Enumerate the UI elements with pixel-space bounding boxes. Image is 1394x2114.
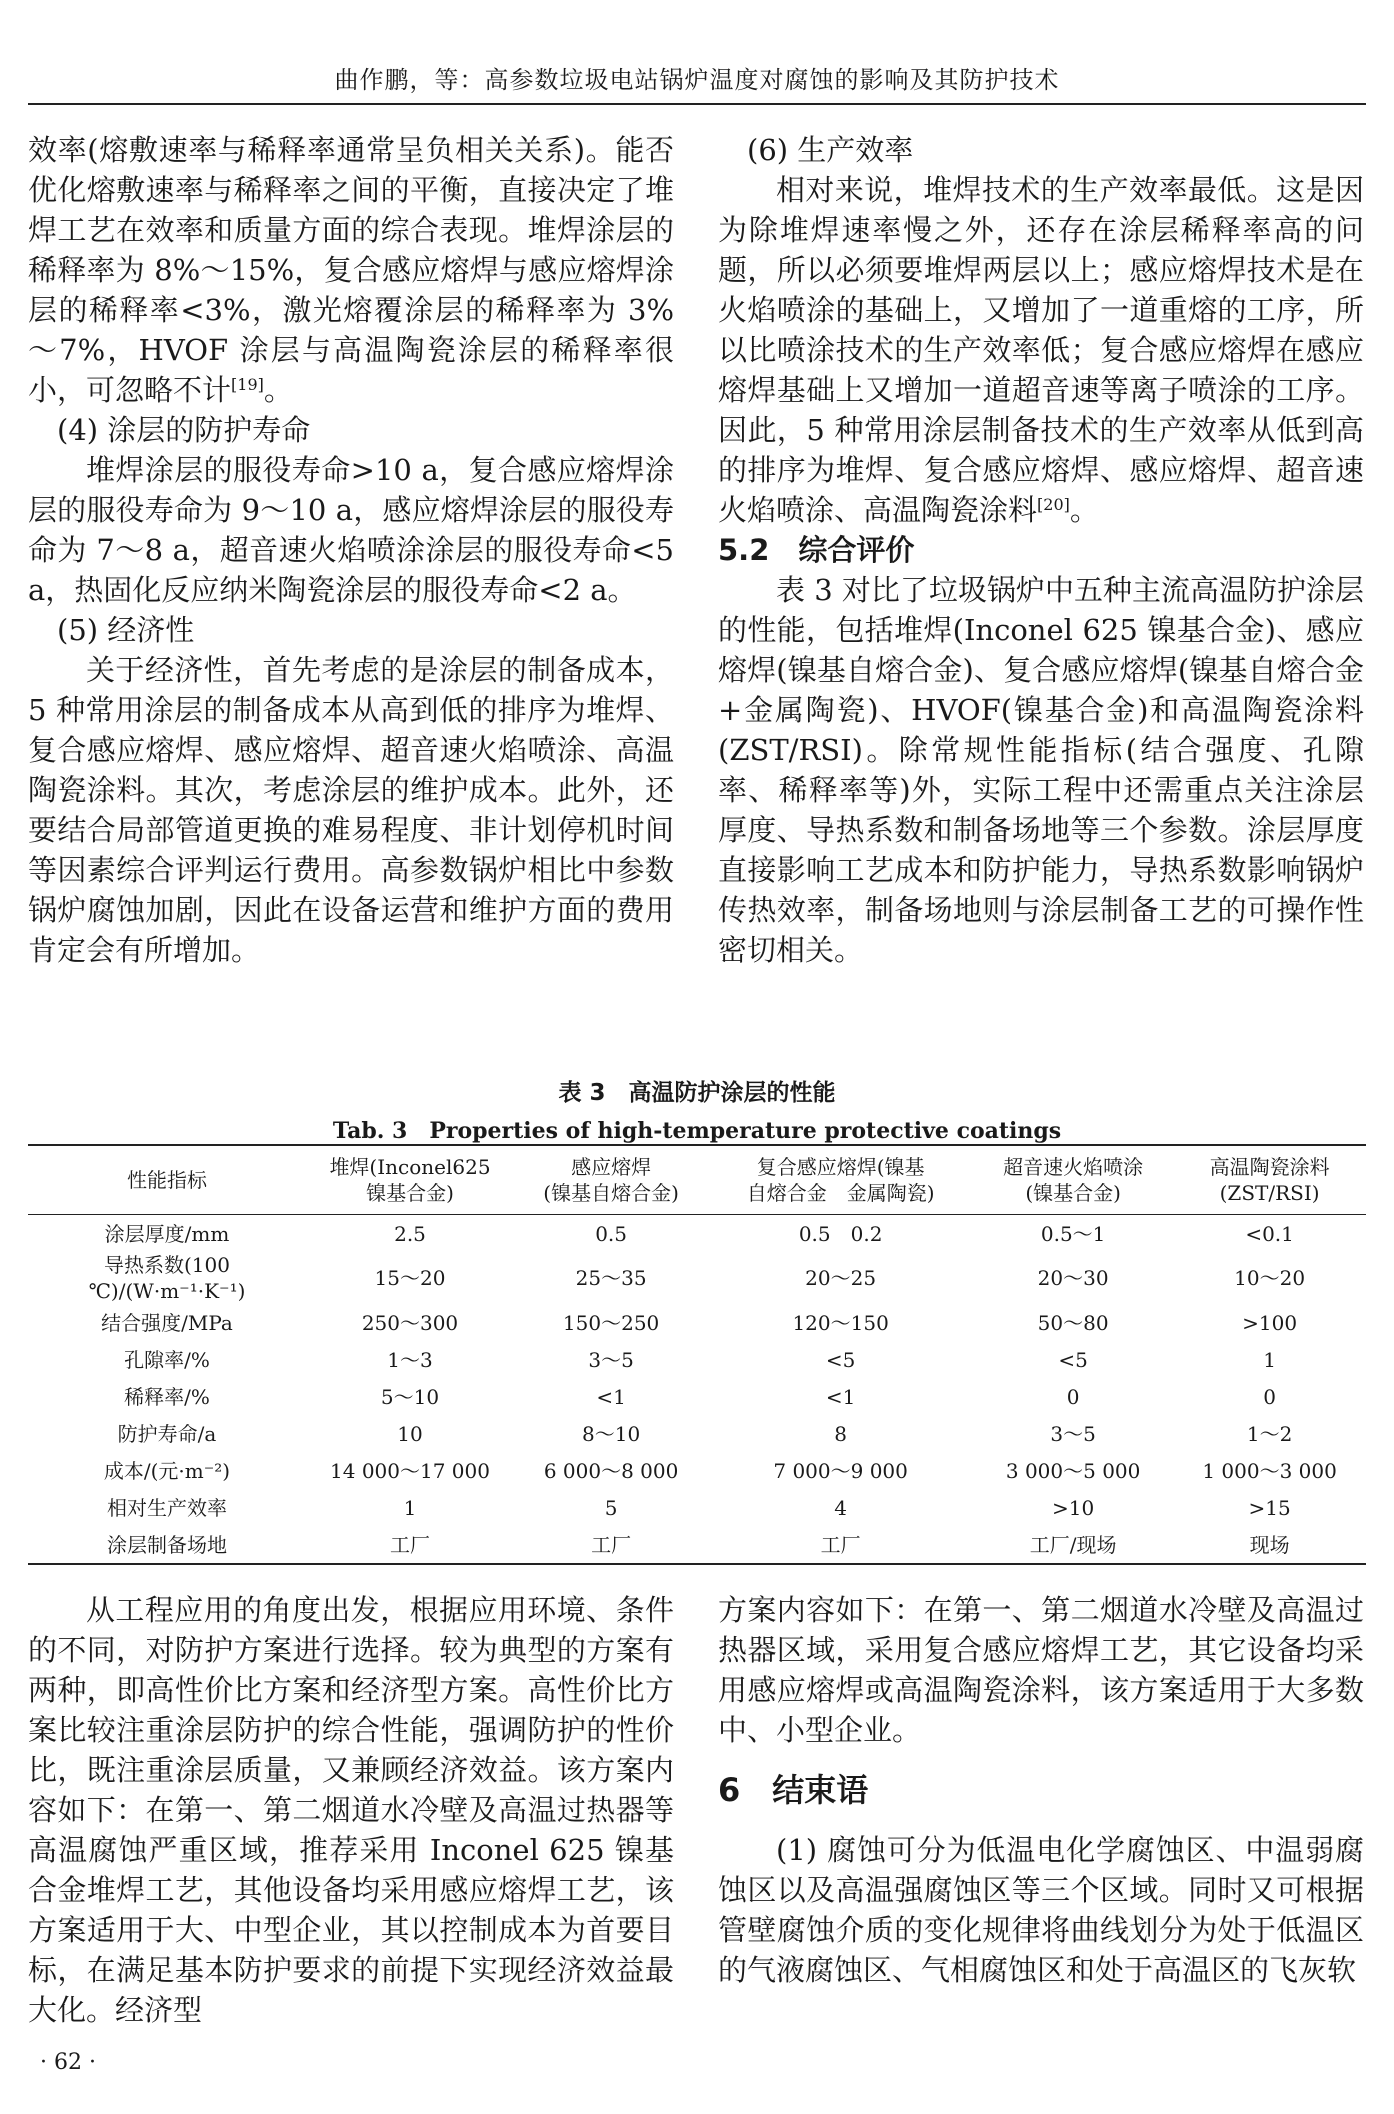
subsection-heading: (6) 生产效率	[747, 133, 914, 167]
table-row	[28, 1526, 1366, 1564]
table-row	[28, 1415, 1366, 1452]
table-cell: >10	[1052, 1495, 1095, 1520]
table-cell: 120～150	[792, 1310, 889, 1335]
table-cell: 25～35	[575, 1266, 647, 1290]
upper-right-column	[718, 130, 1364, 970]
header-text: (ZST/RSI)	[1219, 1181, 1320, 1205]
subsection-heading: (5) 经济性	[57, 613, 195, 647]
table-cell: 20～30	[1037, 1266, 1109, 1290]
upper-left-column	[28, 130, 674, 970]
header-text: 超音速火焰喷涂	[1003, 1155, 1144, 1179]
table-cell: 现场	[1249, 1532, 1290, 1557]
table-row	[28, 1304, 1366, 1341]
paragraph: 关于经济性，首先考虑的是涂层的制备成本，5 种常用涂层的制备成本从高到低的排序为堆焊、复合感应熔焊、感应熔焊、超音速火焰喷涂、高温陶瓷涂料。其次，考虑涂层的维护成本。此外，还要结合局部管道更换的难易程度、非计划停机时间等因素综合评判运行费用。高参数锅炉相比中参数锅炉腐蚀加剧，因此在设备运营和维护方面的费用肯定会有所增加。	[28, 653, 674, 967]
table-header-cell	[28, 1145, 306, 1215]
table-cell: 涂层制备场地	[107, 1532, 227, 1557]
table-cell: 8～10	[582, 1421, 641, 1446]
table-header-cell	[708, 1145, 973, 1215]
table-header-cell	[973, 1145, 1173, 1215]
header-text: 复合感应熔焊(镍基	[756, 1155, 925, 1179]
table-cell: 20～25	[805, 1266, 877, 1290]
lower-left-column	[28, 1590, 674, 2030]
table-cell: 1	[1263, 1347, 1276, 1372]
citation[interactable]: [19]	[231, 375, 264, 394]
subsection-heading: (4) 涂层的防护寿命	[57, 413, 311, 447]
lower-right-column	[718, 1590, 1364, 1990]
table-cell: 相对生产效率	[107, 1495, 227, 1520]
table-cell: 结合强度/MPa	[101, 1310, 233, 1335]
table-cell: 1	[403, 1495, 417, 1520]
table-row	[28, 1341, 1366, 1378]
table-cell: 0.5～1	[1040, 1221, 1106, 1246]
table-cell: <1	[596, 1384, 626, 1409]
table-cell: 4	[834, 1495, 847, 1520]
table-cell: 工厂/现场	[1029, 1532, 1117, 1557]
header-text: 自熔合金 金属陶瓷)	[746, 1181, 935, 1205]
table-cell: 0.5	[595, 1221, 628, 1246]
properties-table	[28, 1144, 1366, 1565]
paragraph: (1) 腐蚀可分为低温电化学腐蚀区、中温弱腐蚀区以及高温强腐蚀区等三个区域。同时又可根据管壁腐蚀介质的变化规律将曲线划分为处于低温区的气液腐蚀区、气相腐蚀区和处于高温区的飞灰软	[718, 1833, 1364, 1987]
table-cell: 5～10	[380, 1384, 440, 1409]
table-cell: 1 000～3 000	[1202, 1458, 1337, 1483]
header-text: 性能指标	[127, 1168, 207, 1192]
citation[interactable]: [20]	[1037, 495, 1070, 514]
table-cell: 8	[834, 1421, 847, 1446]
table-cell: <5	[1058, 1347, 1088, 1372]
table-cell: 3 000～5 000	[1005, 1458, 1141, 1483]
header-rule	[28, 103, 1366, 105]
table-caption-en: Tab. 3 Properties of high-temperature protective coatings	[332, 1118, 1062, 1144]
table-cell: 1～3	[387, 1347, 433, 1372]
table-row	[28, 1489, 1366, 1526]
table-cell: <0.1	[1245, 1221, 1294, 1246]
header-text: 高温陶瓷涂料	[1209, 1155, 1330, 1179]
paragraph: 方案内容如下：在第一、第二烟道水冷壁及高温过热器区域，采用复合感应熔焊工艺，其它设备均采用感应熔焊或高温陶瓷涂料，该方案适用于大多数中、小型企业。	[718, 1593, 1364, 1747]
page-number: · 62 ·	[40, 2050, 96, 2075]
table-cell: 2.5	[394, 1221, 426, 1246]
table-cell: 10	[397, 1421, 423, 1446]
table-cell: 孔隙率/%	[124, 1347, 210, 1372]
table-cell: <5	[825, 1347, 856, 1372]
table-header-cell	[1173, 1145, 1366, 1215]
header-text: 感应熔焊	[571, 1155, 652, 1179]
header-text: (镍基自熔合金)	[543, 1181, 679, 1205]
paragraph: 从工程应用的角度出发，根据应用环境、条件的不同，对防护方案进行选择。较为典型的方案有两种，即高性价比方案和经济型方案。高性价比方案比较注重涂层防护的综合性能，强调防护的性价比，既注重涂层质量，又兼顾经济效益。该方案内容如下：在第一、第二烟道水冷壁及高温过热器等高温腐蚀严重区域，推荐采用 Inconel 625 镍基合金堆焊工艺，其他设备均采用感应熔焊工艺，该方案适用于大、中型企业，其以控制成本为首要目标，在满足基本防护要求的前提下实现经济效益最大化。经济型	[28, 1593, 674, 2027]
table-cell: 150～250	[562, 1310, 660, 1335]
paragraph-end: 。	[263, 373, 293, 407]
table-cell: 防护寿命/a	[117, 1421, 217, 1446]
table-cell: 5	[604, 1495, 618, 1520]
table-caption-cn: 表 3 高温防护涂层的性能	[558, 1080, 836, 1106]
table-cell: 6 000～8 000	[543, 1458, 679, 1483]
table-row	[28, 1215, 1366, 1253]
section-heading: 5.2 综合评价	[718, 533, 915, 567]
chapter-heading: 6 结束语	[718, 1771, 869, 1809]
table-cell: 稀释率/%	[124, 1384, 210, 1409]
header-text: 堆焊(Inconel625	[329, 1155, 491, 1179]
table-cell: 1～2	[1246, 1421, 1293, 1446]
paragraph	[718, 170, 1364, 530]
table-row	[28, 1452, 1366, 1489]
table-cell: 0.5 0.2	[798, 1221, 883, 1246]
table-cell: 15～20	[374, 1266, 446, 1290]
paragraph: 表 3 对比了垃圾锅炉中五种主流高温防护涂层的性能，包括堆焊(Inconel 625 镍基合金)、感应熔焊(镍基自熔合金)、复合感应熔焊(镍基自熔合金+金属陶瓷)、HVOF(镍基合金)和高温陶瓷涂料(ZST/RSI)。除常规性能指标(结合强度、孔隙率、稀释率等)外，实际工程中还需重点关注涂层厚度、导热系数和制备场地等三个参数。涂层厚度直接影响工艺成本和防护能力，导热系数影响锅炉传热效率，制备场地则与涂层制备工艺的可操作性密切相关。	[718, 573, 1364, 967]
paragraph-text: 效率(熔敷速率与稀释率通常呈负相关关系)。能否优化熔敷速率与稀释率之间的平衡，直接决定了堆焊工艺在效率和质量方面的综合表现。堆焊涂层的稀释率为 8%～15%，复合感应熔焊与感应熔焊涂层的稀释率<3%，激光熔覆涂层的稀释率为 3%～7%，HVOF 涂层与高温陶瓷涂层的稀释率很小，可忽略不计	[28, 133, 674, 407]
table-cell: >100	[1242, 1310, 1298, 1335]
paragraph: 堆焊涂层的服役寿命>10 a，复合感应熔焊涂层的服役寿命为 9～10 a，感应熔焊涂层的服役寿命为 7～8 a，超音速火焰喷涂涂层的服役寿命<5 a，热固化反应纳米陶瓷涂层的服役寿命<2 a。	[28, 453, 674, 607]
table-cell: 成本/(元·m⁻²)	[103, 1458, 231, 1483]
table-cell: 250～300	[361, 1310, 459, 1335]
table-cell: 工厂	[820, 1532, 861, 1557]
table-cell: 14 000～17 000	[330, 1458, 490, 1483]
table-cell: 3～5	[1050, 1421, 1096, 1446]
table-header-row	[28, 1145, 1366, 1215]
table-cell: 0	[1066, 1384, 1080, 1409]
table-cell: 导热系数(100 ℃)/(W·m⁻¹·K⁻¹)	[88, 1253, 246, 1303]
table-cell: 涂层厚度/mm	[104, 1221, 230, 1246]
table-cell: >15	[1248, 1495, 1291, 1520]
table-cell: 3～5	[588, 1347, 634, 1372]
table-cell: 50～80	[1037, 1310, 1109, 1335]
paragraph-text: 相对来说，堆焊技术的生产效率最低。这是因为除堆焊速率慢之外，还存在涂层稀释率高的问题，所以必须要堆焊两层以上；感应熔焊技术是在火焰喷涂的基础上，又增加了一道重熔的工序，所以比喷涂技术的生产效率低；复合感应熔焊在感应熔焊基础上又增加一道超音速等离子喷涂的工序。因此，5 种常用涂层制备技术的生产效率从低到高的排序为堆焊、复合感应熔焊、感应熔焊、超音速火焰喷涂、高温陶瓷涂料	[718, 173, 1364, 527]
table-cell: 工厂	[390, 1532, 430, 1557]
table-cell: 0	[1263, 1384, 1276, 1409]
running-header: 曲作鹏，等：高参数垃圾电站锅炉温度对腐蚀的影响及其防护技术	[334, 66, 1060, 94]
table-cell: <1	[825, 1384, 856, 1409]
table-row	[28, 1378, 1366, 1415]
table-row	[28, 1252, 1366, 1304]
table-header-cell	[514, 1145, 708, 1215]
paragraph-end: 。	[1069, 493, 1099, 527]
table-cell: 10～20	[1234, 1266, 1306, 1290]
table-cell: 7 000～9 000	[773, 1458, 908, 1483]
paragraph	[28, 130, 674, 410]
table-cell: 工厂	[591, 1532, 632, 1557]
table-header-cell	[306, 1145, 514, 1215]
header-text: (镍基合金)	[1025, 1181, 1121, 1205]
header-text: 镍基合金)	[366, 1181, 454, 1205]
